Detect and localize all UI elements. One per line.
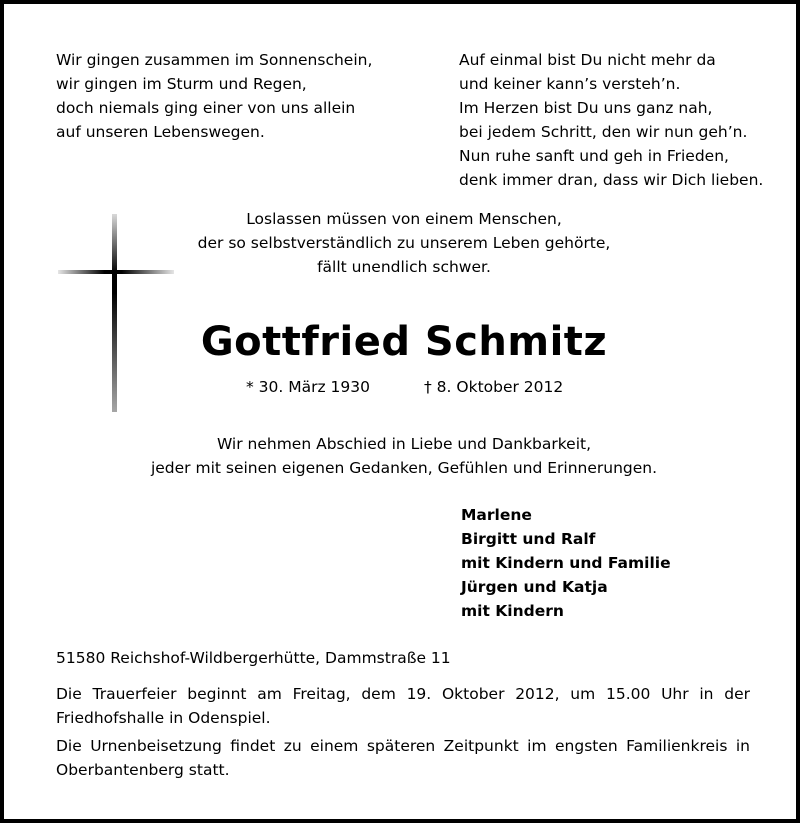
intro-line: Loslassen müssen von einem Menschen, xyxy=(246,210,562,228)
family-member: mit Kindern und Familie xyxy=(461,554,671,572)
family-member: mit Kindern xyxy=(461,602,564,620)
poem-line: denk immer dran, dass wir Dich lieben. xyxy=(459,171,764,189)
farewell-line: jeder mit seinen eigenen Gedanken, Gefühlen und Erinnerungen. xyxy=(150,459,658,477)
death-date: † 8. Oktober 2012 xyxy=(424,378,564,396)
family-member: Jürgen und Katja xyxy=(461,578,608,596)
family-member: Marlene xyxy=(461,506,532,524)
poem-line: Wir gingen zusammen im Sonnenschein, xyxy=(56,51,373,69)
poem-line: und keiner kann’s versteh’n. xyxy=(459,75,681,93)
deceased-name: Gottfried Schmitz xyxy=(200,319,608,365)
poem-right xyxy=(459,48,763,192)
farewell-line: Wir nehmen Abschied in Liebe und Dankbarkeit, xyxy=(216,435,592,453)
poem-line: doch niemals ging einer von uns allein xyxy=(56,99,356,117)
birth-date: * 30. März 1930 xyxy=(246,378,371,396)
family-member: Birgitt und Ralf xyxy=(461,530,596,548)
intro-text xyxy=(4,207,800,279)
intro-line: fällt unendlich schwer. xyxy=(317,258,491,276)
poem-left xyxy=(56,48,372,144)
funeral-service-text: Die Trauerfeier beginnt am Freitag, dem 19. Oktober 2012, um 15.00 Uhr in der Friedhofshalle in Odenspiel. xyxy=(56,685,750,727)
family-list xyxy=(461,503,671,623)
address: 51580 Reichshof-Wildbergerhütte, Dammstraße 11 xyxy=(56,649,451,667)
poem-line: Im Herzen bist Du uns ganz nah, xyxy=(459,99,713,117)
poem-line: auf unseren Lebenswegen. xyxy=(56,123,265,141)
intro-line: der so selbstverständlich zu unserem Leben gehörte, xyxy=(197,234,611,252)
poem-line: wir gingen im Sturm und Regen, xyxy=(56,75,307,93)
urn-burial-text: Die Urnenbeisetzung findet zu einem späteren Zeitpunkt im engsten Familienkreis in Oberbantenberg statt. xyxy=(56,737,750,779)
poem-line: Auf einmal bist Du nicht mehr da xyxy=(459,51,716,69)
poem-line: bei jedem Schritt, den wir nun geh’n. xyxy=(459,123,748,141)
poem-line: Nun ruhe sanft und geh in Frieden, xyxy=(459,147,729,165)
service-info xyxy=(56,682,750,786)
farewell-text xyxy=(4,432,800,480)
